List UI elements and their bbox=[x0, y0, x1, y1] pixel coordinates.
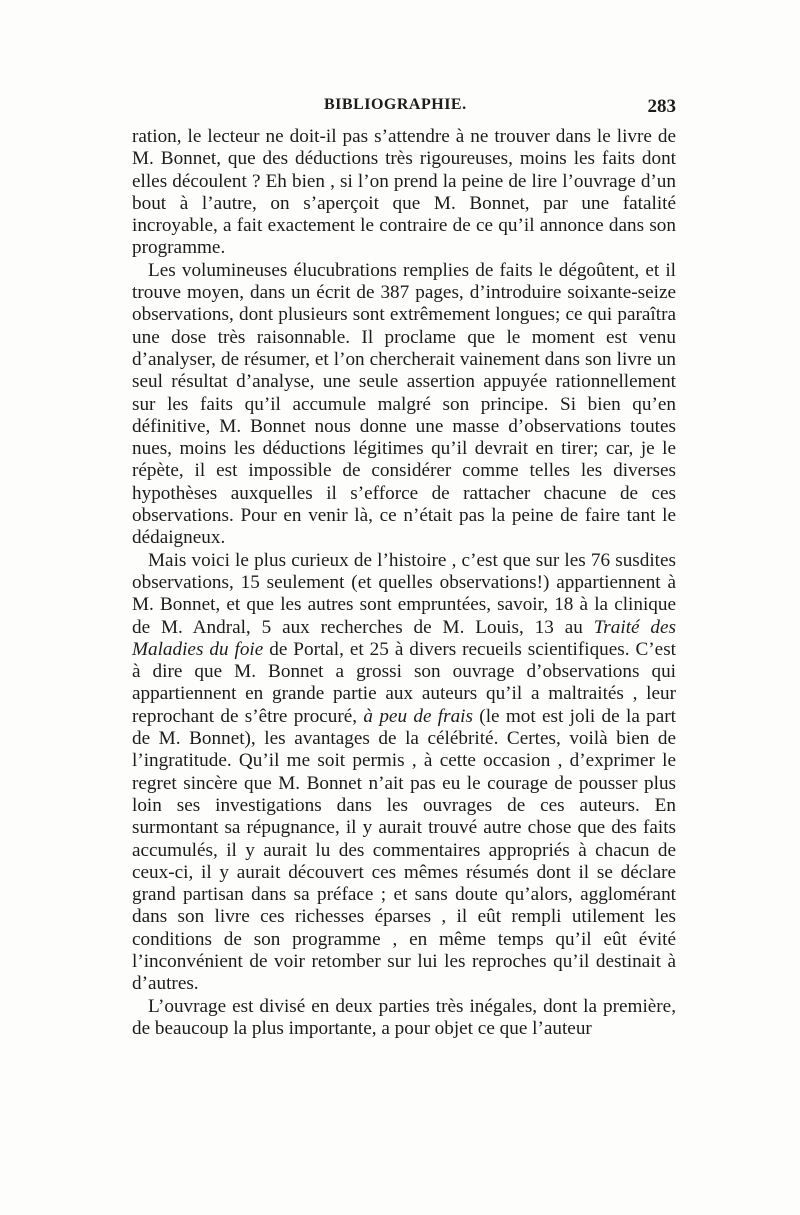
body-text bbox=[132, 126, 676, 1040]
text-run: de Portal, et 25 à divers recueils scientifiques. C’est à dire que M. Bonnet a grossi son ouvrage d’observations qui appartiennent en grande partie aux auteurs qu’il a maltraités , leur reprochant de s’être procuré, bbox=[132, 638, 676, 727]
text-run: Mais voici le plus curieux de l’histoire , c’est que sur les 76 susdites observations, 15 seulement (et quelles observations!) appartiennent à M. Bonnet, et que les autres sont empruntées, savoir, 18 à la clinique de M. Andral, 5 aux recherches de M. Louis, 13 au bbox=[132, 549, 676, 638]
text-run: L’ouvrage est divisé en deux parties très inégales, dont la première, de beaucoup la plus importante, a pour objet ce que l’auteur bbox=[132, 995, 676, 1039]
paragraph bbox=[132, 550, 676, 996]
text-run: (le mot est joli de la part de M. Bonnet), les avantages de la célébrité. Certes, voilà bien de l’ingratitude. Qu’il me soit permis , à cette occasion , d’exprimer le regret sincère que M. Bonnet n’ait pas eu le courage de pousser plus loin ses investigations dans les ouvrages de ces auteurs. En surmontant sa répugnance, il y aurait trouvé autre chose que des faits accumulés, il y aurait lu des commentaires appropriés à chacun de ceux-ci, il y aurait découvert ces mêmes résumés dont il se déclare grand partisan dans sa préface ; et sans doute qu’alors, agglomérant dans son livre ces richesses éparses , il eût rempli utilement les conditions de son programme , en même temps qu’il eût évité l’inconvénient de voir retomber sur lui les reproches qu’il destinait à d’autres. bbox=[132, 705, 676, 995]
paragraph bbox=[132, 260, 676, 550]
text-run: Les volumineuses élucubrations remplies de faits le dégoûtent, et il trouve moyen, dans un écrit de 387 pages, d’introduire soixante-seize observations, dont plusieurs sont extrêmement longues; ce qui paraîtra une dose très raisonnable. Il proclame que le moment est venu d’analyser, de résumer, et l’on chercherait vainement dans son livre un seul résultat d’analyse, une seule assertion appuyée rationnellement sur les faits qu’il accumule malgré son principe. Si bien qu’en définitive, M. Bonnet nous donne une masse d’observations toutes nues, moins les déductions légitimes qu’il devrait en tirer; car, je le répète, il est impossible de considérer comme telles les diverses hypothèses auxquelles il s’efforce de rattacher chacune de ces observations. Pour en venir là, ce n’était pas la peine de faire tant le dédaigneux. bbox=[132, 259, 676, 549]
page-number: 283 bbox=[647, 96, 676, 117]
book-title-italic: Traité des Maladies du foie bbox=[132, 616, 676, 660]
running-title: BIBLIOGRAPHIE. bbox=[324, 96, 467, 113]
quoted-phrase-italic: à peu de frais bbox=[363, 705, 473, 727]
text-run: ration, le lecteur ne doit-il pas s’attendre à ne trouver dans le livre de M. Bonnet, que des déductions très rigoureuses, moins les faits dont elles découlent ? Eh bien , si l’on prend la peine de lire l’ouvrage d’un bout à l’autre, on s’aperçoit que M. Bonnet, par une fatalité incroyable, a fait exactement le contraire de ce qu’il annonce dans son programme. bbox=[132, 126, 676, 259]
paragraph bbox=[132, 126, 676, 260]
page-header bbox=[132, 96, 676, 122]
paragraph bbox=[132, 996, 676, 1041]
